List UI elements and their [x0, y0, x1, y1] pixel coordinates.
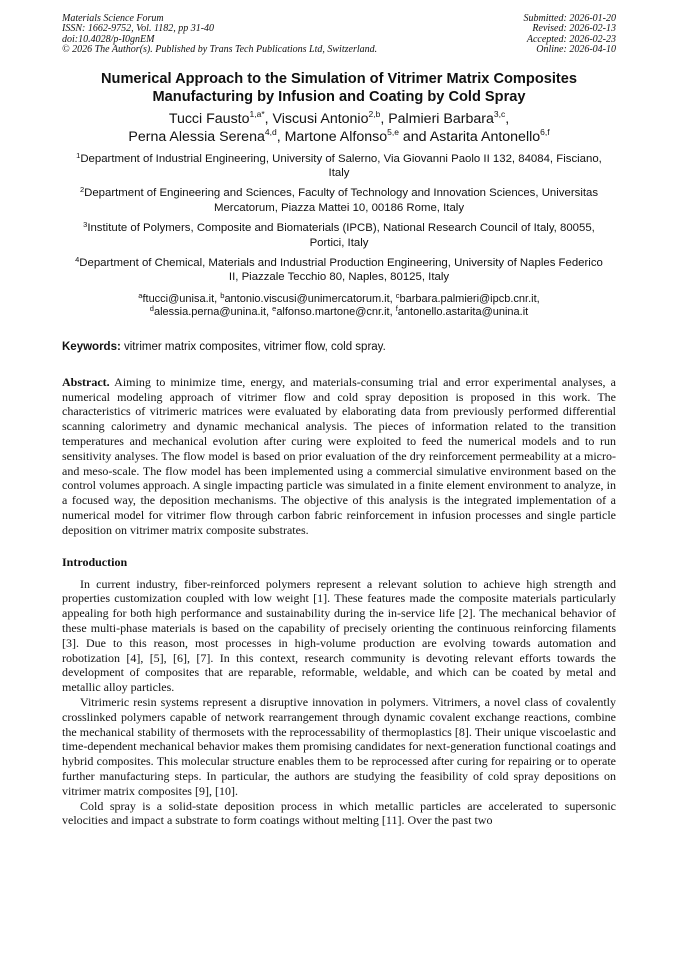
paper-title: Numerical Approach to the Simulation of Vitrimer Matrix Composites Manufacturing by Infusion and Coating by Cold Spray — [101, 70, 577, 105]
affiliation: $^2$Department of Engineering and Sciences, Faculty of Technology and Innovation Sciences, Universitas Mercatorum, Piazza Mattei 10, 00186 Rome, Italy — [79, 185, 599, 214]
email-link[interactable]: antonello.astarita@unina.it — [397, 306, 529, 319]
author: Palmieri Barbara$^{3,c}$, — [388, 108, 510, 127]
body-paragraph: Vitrimeric resin systems represent a disruptive innovation in polymers. Vitrimers, a novel class of covalently crosslinked polymers capable of network rearrangement through dynamic covalent exchange reactions, combine the mechanical stability of thermosets with the reprocessability of thermoplastics [8]. Their unique viscoelastic and time-dependent mechanical behavior makes them promising candidates for next-generation functional coatings and hybrid composites. This molecular structure enables them to be reprocessed after curing for repairing or to operate further manufacturing steps. In particular, the authors are studying the feasibility of cold spray depositions on vitrimer matrix composites [9], [10]. — [62, 695, 616, 798]
journal-header — [62, 14, 616, 56]
author: Astarita Antonello$^{6,f}$ — [429, 126, 550, 145]
date-accepted: Accepted: 2026-02-23 — [526, 33, 616, 45]
author: Perna Alessia Serena$^{4,d}$, — [128, 126, 285, 145]
email-link[interactable]: alfonso.martone@cnr.it, — [276, 306, 396, 319]
author-list — [62, 110, 616, 146]
abstract — [62, 375, 616, 538]
email-link[interactable]: antonio.viscusi@unimercatorum.it, — [224, 292, 396, 305]
section-heading-introduction: Introduction — [62, 554, 128, 569]
copyright: © 2026 The Author(s). Published by Trans Tech Publications Ltd, Switzerland. — [62, 44, 378, 56]
keywords — [62, 340, 616, 354]
publication-dates — [524, 14, 617, 56]
abstract-label: Abstract. — [62, 374, 110, 389]
affiliation: $^3$Institute of Polymers, Composite and Biomaterials (IPCB), National Research Council of Italy, 80055, Portici, Italy — [83, 220, 595, 249]
author-emails: $^a$ftucci@unisa.it, $^b$antonio.viscusi@unimercatorum.it, $^c$barbara.palmieri@ipcb.cnr.it, $^d$alessia.perna@unina.it, $^e$alfonso.martone@cnr.it, $^f$antonello.astarita@unina.it — [138, 290, 540, 319]
affiliation: $^1$Department of Industrial Engineering, University of Salerno, Via Giovanni Paolo II 132, 84084, Fisciano, Italy — [76, 150, 602, 180]
date-revised: Revised: 2026-02-13 — [532, 23, 616, 35]
abstract-text: Aiming to minimize time, energy, and materials-consuming trial and error experimental analyses, a numerical modeling approach of vitrimer flow and cold spray deposition is proposed in this work. The characteristics of vitrimeric matrices were evaluated by elaborating data from previously performed differential scanning calorimetry and dynamic mechanical analysis. The pieces of information related to the transition temperatures and mechanical evolution after curing were exploited to feed the numerical models and to run sensitivity analyses. The flow model is based on prior evaluation of the dry reinforcement permeability at a micro- and meso-scale. The flow model has been implemented using a commercial simulative environment based on the control volumes approach. A single impacting particle was simulated in a finite element environment to analyze, in a focused way, the deposition mechanisms. The objective of this analysis is the integrated implementation of a numerical model for vitrimer flow through carbon fabric reinforcement in infusion processes and single particle deposition on vitrimer matrix composite substrates. — [62, 374, 616, 537]
doi: doi:10.4028/p-I0gnEM — [62, 33, 155, 45]
email-link[interactable]: ftucci@unisa.it, — [142, 292, 221, 305]
body-paragraph: In current industry, fiber-reinforced polymers represent a relevant solution to achieve high strength and properties customization coupled with low weight [1]. These features made the composite materials particularly appealing for both high performance and sustainability during the in-service life [2]. The mechanical behavior of these multi-phase materials is based on the capability of precisely orienting the continuous reinforcing filaments [3]. Due to this reason, most processes in high-volume production are evolving towards automation and robotization [4], [5], [6], [7]. In this context, research community is devoting relevant efforts towards the development of composites that are reparable, reformable, weldable, and which can be coated by metal and metallic alloy particles. — [62, 576, 616, 695]
journal-info — [62, 14, 377, 56]
author: Tucci Fausto$^{1,a*}$, — [168, 108, 273, 127]
paper-page — [62, 14, 616, 828]
body-paragraph: Cold spray is a solid-state deposition process in which metallic particles are accelerated to supersonic velocities and impact a substrate to form coatings without melting [11]. Over the past two — [62, 798, 616, 828]
date-online: Online: 2026-04-10 — [536, 44, 616, 56]
keywords-text: vitrimer matrix composites, vitrimer flow, cold spray. — [120, 340, 386, 353]
keywords-label: Keywords: — [62, 340, 121, 353]
journal-name: Materials Science Forum — [62, 13, 164, 24]
date-submitted: Submitted: 2026-01-20 — [523, 13, 616, 24]
email-link[interactable]: alessia.perna@unina.it, — [153, 306, 273, 319]
author: Viscusi Antonio$^{2,b}$, — [272, 108, 389, 127]
author: Martone Alfonso$^{5,e}$ and — [284, 126, 430, 145]
email-link[interactable]: barbara.palmieri@ipcb.cnr.it, — [399, 292, 540, 305]
affiliation: $^4$Department of Chemical, Materials and Industrial Production Engineering, University of Naples Federico II, Piazzale Tecchio 80, Naples, 80125, Italy — [75, 255, 603, 284]
issn: ISSN: 1662-9752, Vol. 1182, pp 31-40 — [62, 23, 215, 35]
